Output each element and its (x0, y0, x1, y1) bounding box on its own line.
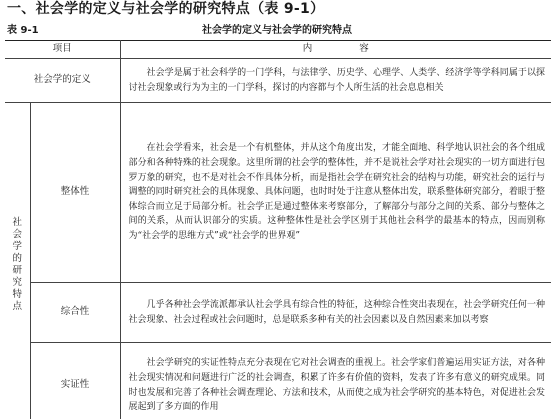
feature-row-empirical (5, 343, 551, 419)
feature-content (120, 103, 551, 283)
feature-row-synthesis (5, 283, 551, 343)
definition-label: 社会学的定义 (5, 59, 120, 103)
feature-name: 综合性 (30, 283, 120, 343)
section-heading: 一、社会学的定义与社会学的研究特点（表 9-1） (7, 1, 325, 17)
definition-text: 社会学是属于社会科学的一门学科，与法律学、历史学、心理学、人类学、经济学等学科同属于以探讨社会现象或行为为主的一门学科，探讨的内容都与个人所生活的社会息息相关 (128, 67, 546, 93)
header-content: 内 容 (120, 41, 551, 59)
definition-content (120, 59, 551, 103)
features-group-cell (5, 103, 30, 419)
definition-row (5, 59, 551, 103)
table-number: 表 9-1 (7, 25, 39, 36)
definition-table (5, 40, 551, 419)
table-caption: 社会学的定义与社会学的研究特点 (202, 25, 352, 36)
header-item: 项目 (5, 41, 120, 59)
feature-name: 整体性 (30, 103, 120, 283)
table-header-row (5, 41, 551, 59)
features-group-label: 社会学的研究特点 (12, 216, 22, 312)
feature-content (120, 343, 551, 419)
feature-name: 实证性 (30, 343, 120, 419)
feature-text: 在社会学看来，社会是一个有机整体，并从这个角度出发，才能全面地、科学地认识社会的各个组成部分和各种特殊的社会现象。这里所谓的社会学的整体性，并不是说社会学对社会现实的一切方面进行包罗万象的研究，也不是对社会不作具体分析，而是指社会学在研究社会的结构与功能，研究社会的运行与调整的同时研究社会的具体现象、具体问题，也时时处于注意从整体出发，联系整体研究部分，着眼于整体综合而立足于局部分析。社会学正是通过整体来考察部分，了解部分与部分之间的关系、部分与整体之间的关系，从而认识部分的实质。这种整体性是社会学区别于其他社会科学的最基本的特点，因而别称为“社会学的思维方式”或“社会学的世界观” (128, 143, 546, 241)
feature-content (120, 283, 551, 343)
feature-text: 几乎各种社会学流派都承认社会学具有综合性的特征，这种综合性突出表现在，社会学研究任何一种社会现象、社会过程或社会问题时，总是联系多种有关的社会因素以及自然因素来加以考察 (128, 299, 546, 325)
feature-row-holism (5, 103, 551, 283)
feature-text: 社会学研究的实证性特点充分表现在它对社会调查的重视上。社会学家们普遍运用实证方法，对各种社会现实情况和问题进行广泛的社会调查，积累了许多有价值的资料，发表了许多有意义的研究成果。同时也发展和完善了各种社会调查理论、方法和技术，从而使之成为社会学研究的基本特色，对促进社会发展起到了多方面的作用 (128, 358, 546, 413)
